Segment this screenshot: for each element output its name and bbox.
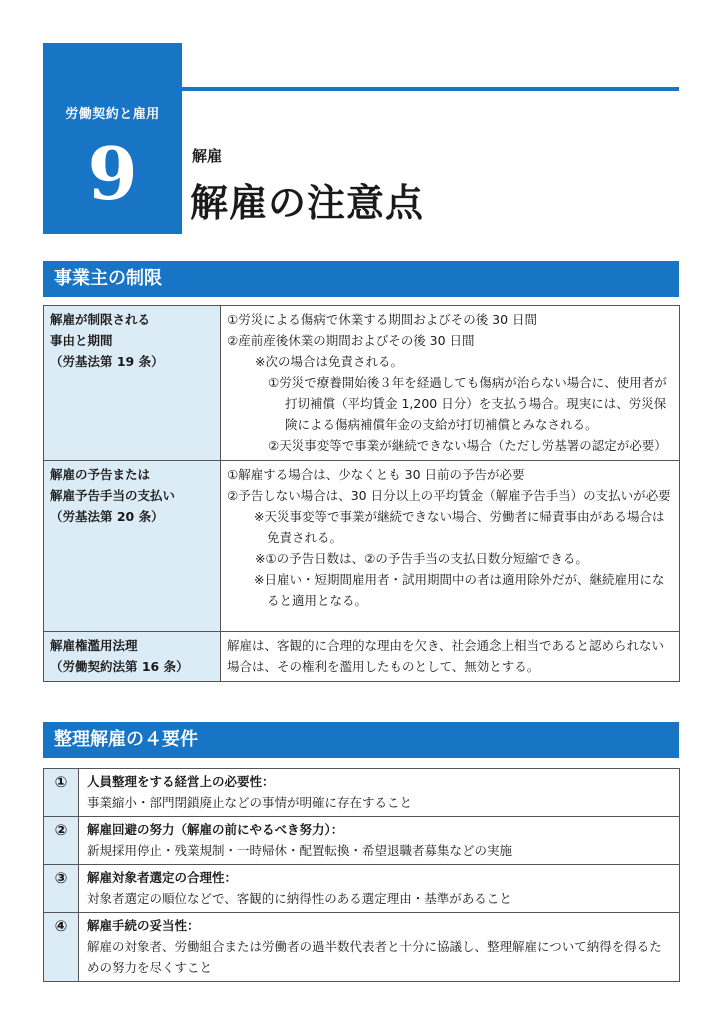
table-row — [44, 817, 680, 865]
table-row — [44, 306, 680, 461]
row-label: 解雇権濫用法理 （労働契約法第 16 条） — [44, 632, 221, 682]
item-number: ③ — [44, 865, 79, 913]
item-body: 人員整理をする経営上の必要性： 事業縮小・部門閉鎖廃止などの事情が明確に存在すること — [79, 769, 680, 817]
header-rule — [182, 87, 679, 91]
table-row — [44, 461, 680, 632]
chapter-number: 9 — [87, 131, 138, 216]
row-label: 解雇の予告または 解雇予告手当の支払い （労基法第 20 条） — [44, 461, 221, 632]
restrictions-table — [43, 305, 680, 682]
item-body: 解雇手続の妥当性： 解雇の対象者、労働組合または労働者の過半数代表者と十分に協議し、整理解雇について納得を得るための努力を尽くすこと — [79, 913, 680, 982]
row-content: ①解雇する場合は、少なくとも 30 日前の予告が必要 ②予告しない場合は、30 日分以上の平均賃金（解雇予告手当）の支払いが必要 ※天災事変等で事業が継続できない場合、労働者に帰責事由がある場合は免責される。 ※①の予告日数は、②の予告手当の支払日数分短縮できる。 ※日雇い・短期間雇用者・試用期間中の者は適用除外だが、継続雇用になると適用となる。 — [221, 461, 680, 632]
requirements-table — [43, 768, 680, 982]
table-row — [44, 865, 680, 913]
chapter-block — [43, 43, 182, 234]
item-number: ① — [44, 769, 79, 817]
section-heading-four-requirements: 整理解雇の４要件 — [43, 722, 679, 758]
page-subtitle: 解雇 — [192, 147, 223, 165]
item-number: ④ — [44, 913, 79, 982]
item-body: 解雇回避の努力（解雇の前にやるべき努力）： 新規採用停止・残業規制・一時帰休・配置転換・希望退職者募集などの実施 — [79, 817, 680, 865]
item-body: 解雇対象者選定の合理性： 対象者選定の順位などで、客観的に納得性のある選定理由・基準があること — [79, 865, 680, 913]
table-row — [44, 913, 680, 982]
item-number: ② — [44, 817, 79, 865]
page-title: 解雇の注意点 — [190, 181, 425, 225]
table-row — [44, 632, 680, 682]
table-row — [44, 769, 680, 817]
section-heading-employer-restrictions: 事業主の制限 — [43, 261, 679, 297]
row-label: 解雇が制限される 事由と期間 （労基法第 19 条） — [44, 306, 221, 461]
chapter-category: 労働契約と雇用 — [65, 107, 160, 122]
row-content: ①労災による傷病で休業する期間およびその後 30 日間 ②産前産後休業の期間およびその後 30 日間 ※次の場合は免責される。 ①労災で療養開始後３年を経過しても傷病が治らない場合に、使用者が打切補償（平均賃金 1,200 日分）を支払う場合。現実には、労災保険による傷病補償年金の支給が打切補償とみなされる。 ②天災事変等で事業が継続できない場合（ただし労基署の認定が必要） — [221, 306, 680, 461]
row-content: 解雇は、客観的に合理的な理由を欠き、社会通念上相当であると認められない場合は、その権利を濫用したものとして、無効とする。 — [221, 632, 680, 682]
